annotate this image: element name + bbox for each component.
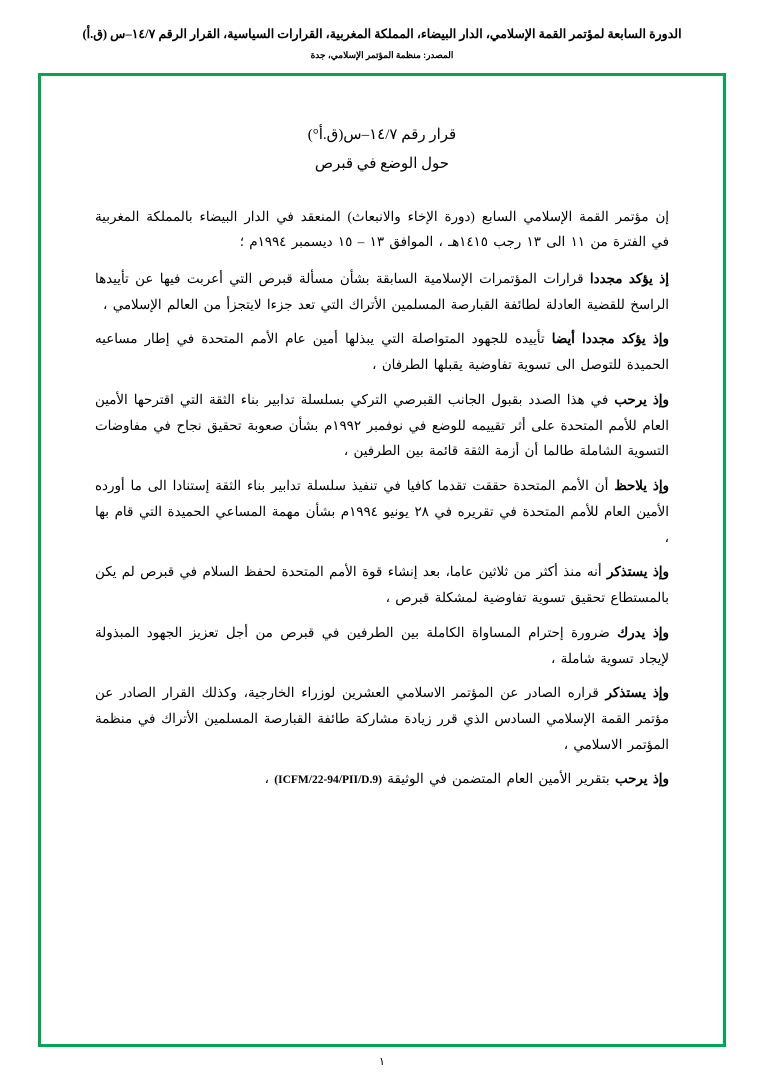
page-header — [36, 26, 728, 61]
paragraph-text: قراره الصادر عن المؤتمر الاسلامي العشرين لوزراء الخارجية، وكذلك القرار الصادر عن مؤتمر القمة الإسلامي السادس الذي قرر زيادة مشاركة طائفة القبارصة المسلمين الأتراك في منظمة المؤتمر الاسلامي ، — [95, 685, 669, 752]
paragraph-8 — [95, 766, 669, 792]
paragraph-5 — [95, 559, 669, 610]
paragraph-text: في هذا الصدد بقبول الجانب القبرصي التركي بسلسلة تدابير بناء الثقة التي اقترحها الأمين العام للأمم المتحدة على أثر تقييمه للوضع في نوفمبر ١٩٩٢م بشأن صعوبة تحقيق نجاح في مفاوضات التسوية الشاملة طالما أن أزمة الثقة قائمة بين الطرفين ، — [95, 391, 669, 459]
paragraph-text: بتقرير الأمين العام المتضمن في الوثيقة — [381, 771, 615, 787]
header-title: الدورة السابعة لمؤتمر القمة الإسلامي، الدار البيضاء، المملكة المغربية، القرارات السياسية، القرار الرقم ١٤/٧–س (ق.أ) — [82, 27, 682, 41]
paragraph-lead: وإذ يدرك — [617, 624, 669, 640]
paragraph-lead: وإذ يستذكر — [606, 564, 669, 580]
resolution-number: قرار رقم ١٤/٧–س(ق.أ°) — [307, 126, 457, 143]
paragraph-7 — [95, 680, 669, 757]
document-body — [95, 204, 669, 793]
paragraph-text: أنه منذ أكثر من ثلاثين عاما، بعد إنشاء قوة الأمم المتحدة لحفظ السلام في قبرص لم يكن بالمستطاع تحقيق تسوية تفاوضية لمشكلة قبرص ، — [95, 564, 669, 606]
document-reference-code: (ICFM/22-94/PII/D.9) — [274, 774, 382, 787]
paragraph-preamble — [95, 204, 669, 255]
paragraph-lead: وإذ يستذكر — [605, 685, 669, 701]
page-number: ١ — [379, 1056, 385, 1068]
paragraph-lead: وإذ يرحب — [614, 391, 669, 407]
paragraph-text: تأييده للجهود المتواصلة التي يبذلها أمين عام الأمم المتحدة في إطار مساعيه الحميدة للتوصل الى تسوية تفاوضية يقبلها الطرفان ، — [95, 331, 669, 373]
resolution-subject: حول الوضع في قبرص — [314, 155, 450, 172]
paragraph-lead: إذ يؤكد مجددا — [589, 270, 669, 286]
document-title — [95, 122, 669, 178]
paragraph-lead: وإذ يلاحظ — [614, 478, 670, 494]
paragraph-2 — [95, 326, 669, 377]
document-frame — [38, 73, 726, 1048]
paragraph-text: إن مؤتمر القمة الإسلامي السابع (دورة الإخاء والانبعاث) المنعقد في الدار البيضاء بالمملكة المغربية في الفترة من ١١ الى ١٣ رجب ١٤١٥هـ ، الموافق ١٣ – ١٥ ديسمبر ١٩٩٤م ؛ — [95, 208, 669, 250]
paragraph-tail: ، — [264, 771, 275, 787]
paragraph-lead: وإذ يرحب — [614, 771, 669, 787]
paragraph-6 — [95, 620, 669, 671]
paragraph-1 — [95, 266, 669, 317]
header-source: المصدر: منظمة المؤتمر الإسلامي، جدة — [310, 49, 454, 60]
paragraph-3 — [95, 387, 669, 464]
paragraph-text: أن الأمم المتحدة حققت تقدما كافيا في تنفيذ سلسلة تدابير بناء الثقة إستنادا الى ما أورده الأمين العام للأمم المتحدة في تقريره في ٢٨ يونيو ١٩٩٤م بشأن مهمة المساعي الحميدة التي قام بها ، — [95, 478, 670, 545]
paragraph-text: قرارات المؤتمرات الإسلامية السابقة بشأن مسألة قبرص التي أعربت فيها عن تأييدها الراسخ للقضية العادلة لطائفة القبارصة المسلمين الأتراك التي تعد جزءا لايتجزأ من العالم الإسلامي ، — [95, 270, 669, 312]
paragraph-text: ضرورة إحترام المساواة الكاملة بين الطرفين في قبرص من أجل تعزيز الجهود المبذولة لإيجاد تسوية شاملة ، — [95, 624, 669, 666]
paragraph-4 — [95, 473, 669, 550]
page-footer — [36, 1047, 728, 1068]
paragraph-lead: وإذ يؤكد مجددا أيضا — [551, 331, 669, 347]
